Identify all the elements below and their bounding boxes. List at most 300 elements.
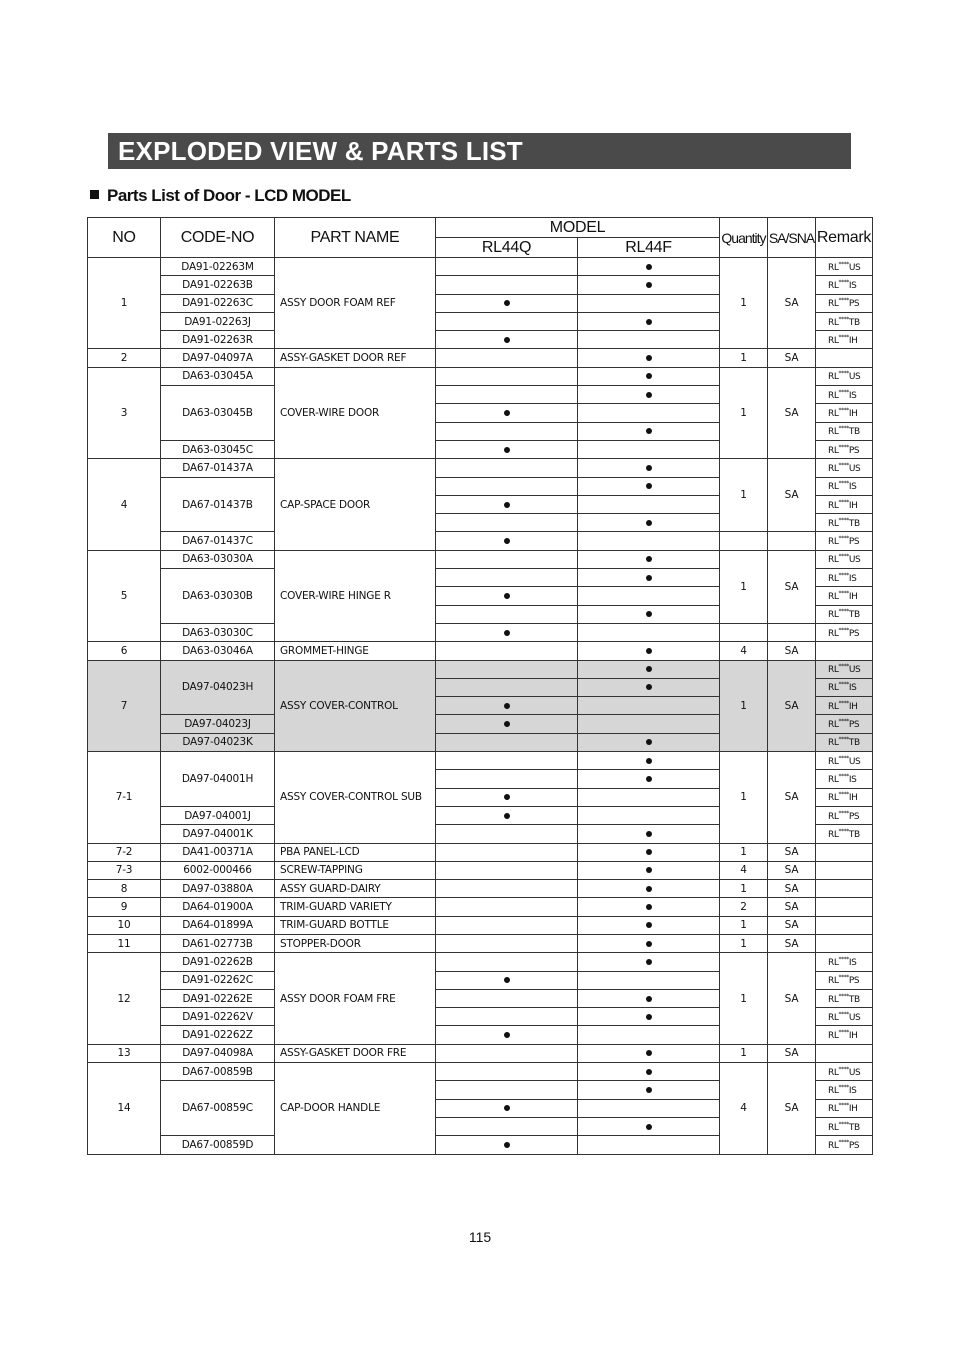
cell-no: 7 bbox=[88, 660, 161, 751]
cell-code: DA64-01900A bbox=[161, 898, 275, 916]
cell-rl44f bbox=[578, 294, 720, 312]
model-dot-icon bbox=[504, 593, 510, 599]
cell-rl44f bbox=[578, 733, 720, 751]
cell-rl44q bbox=[436, 1081, 578, 1099]
table-row bbox=[88, 258, 873, 276]
cell-remark: RL****IS bbox=[816, 770, 873, 788]
cell-part-name: TRIM-GUARD BOTTLE bbox=[275, 916, 436, 934]
table-row bbox=[88, 934, 873, 952]
cell-rl44q bbox=[436, 1008, 578, 1026]
model-dot-icon bbox=[646, 611, 652, 617]
cell-code: DA97-04001K bbox=[161, 825, 275, 843]
cell-sa-sna: SA bbox=[768, 258, 816, 349]
cell-code: DA91-02263M bbox=[161, 258, 275, 276]
cell-rl44q bbox=[436, 367, 578, 385]
subtitle-text: Parts List of Door - LCD MODEL bbox=[107, 186, 351, 205]
cell-rl44q bbox=[436, 825, 578, 843]
cell-code: DA63-03045A bbox=[161, 367, 275, 385]
table-row bbox=[88, 349, 873, 367]
cell-rl44q bbox=[436, 880, 578, 898]
cell-code: DA67-01437C bbox=[161, 532, 275, 550]
cell-rl44q bbox=[436, 843, 578, 861]
table-row bbox=[88, 861, 873, 879]
cell-quantity: 1 bbox=[720, 550, 768, 623]
cell-quantity bbox=[720, 532, 768, 550]
cell-rl44q bbox=[436, 550, 578, 568]
cell-quantity: 1 bbox=[720, 660, 768, 751]
table-row bbox=[88, 459, 873, 477]
cell-sa-sna: SA bbox=[768, 953, 816, 1044]
cell-part-name: GROMMET-HINGE bbox=[275, 642, 436, 660]
cell-rl44f bbox=[578, 1081, 720, 1099]
col-no: NO bbox=[88, 218, 161, 258]
cell-rl44q bbox=[436, 532, 578, 550]
cell-code: DA67-00859C bbox=[161, 1081, 275, 1136]
model-dot-icon bbox=[646, 483, 652, 489]
cell-no: 7-2 bbox=[88, 843, 161, 861]
cell-rl44f bbox=[578, 642, 720, 660]
model-dot-icon bbox=[504, 794, 510, 800]
cell-rl44f bbox=[578, 514, 720, 532]
cell-remark: RL****US bbox=[816, 1008, 873, 1026]
cell-rl44q bbox=[436, 386, 578, 404]
model-dot-icon bbox=[646, 867, 652, 873]
cell-remark: RL****IS bbox=[816, 477, 873, 495]
cell-rl44q bbox=[436, 953, 578, 971]
model-dot-icon bbox=[646, 1069, 652, 1075]
cell-remark: RL****IS bbox=[816, 953, 873, 971]
cell-rl44q bbox=[436, 587, 578, 605]
cell-quantity: 4 bbox=[720, 861, 768, 879]
cell-rl44q bbox=[436, 477, 578, 495]
table-row bbox=[88, 752, 873, 770]
cell-code: DA91-02262Z bbox=[161, 1026, 275, 1044]
cell-part-name: COVER-WIRE DOOR bbox=[275, 367, 436, 458]
cell-code: DA97-04097A bbox=[161, 349, 275, 367]
cell-rl44f bbox=[578, 258, 720, 276]
cell-remark: RL****PS bbox=[816, 294, 873, 312]
cell-remark: RL****US bbox=[816, 752, 873, 770]
cell-sa-sna: SA bbox=[768, 349, 816, 367]
cell-rl44f bbox=[578, 953, 720, 971]
cell-remark: RL****US bbox=[816, 1063, 873, 1081]
cell-sa-sna: SA bbox=[768, 934, 816, 952]
cell-remark: RL****PS bbox=[816, 623, 873, 641]
cell-rl44q bbox=[436, 715, 578, 733]
model-dot-icon bbox=[504, 1142, 510, 1148]
page-number: 115 bbox=[468, 1229, 492, 1245]
cell-sa-sna: SA bbox=[768, 843, 816, 861]
cell-code: DA63-03045B bbox=[161, 386, 275, 441]
col-model: MODEL bbox=[436, 218, 720, 238]
cell-rl44q bbox=[436, 459, 578, 477]
cell-remark: RL****US bbox=[816, 459, 873, 477]
cell-rl44f bbox=[578, 605, 720, 623]
cell-remark: RL****IH bbox=[816, 697, 873, 715]
square-bullet-icon bbox=[90, 190, 99, 199]
model-dot-icon bbox=[646, 520, 652, 526]
cell-sa-sna: SA bbox=[768, 752, 816, 843]
cell-code: DA67-00859D bbox=[161, 1136, 275, 1154]
cell-rl44f bbox=[578, 1099, 720, 1117]
model-dot-icon bbox=[646, 556, 652, 562]
col-remark: Remark bbox=[816, 218, 873, 258]
cell-rl44f bbox=[578, 477, 720, 495]
table-row bbox=[88, 532, 873, 550]
cell-code: DA91-02262C bbox=[161, 971, 275, 989]
model-dot-icon bbox=[504, 630, 510, 636]
cell-rl44f bbox=[578, 404, 720, 422]
model-dot-icon bbox=[646, 373, 652, 379]
table-row bbox=[88, 660, 873, 678]
cell-remark: RL****US bbox=[816, 367, 873, 385]
col-rl44f: RL44F bbox=[578, 238, 720, 258]
cell-no: 10 bbox=[88, 916, 161, 934]
cell-remark bbox=[816, 1044, 873, 1062]
cell-quantity: 1 bbox=[720, 880, 768, 898]
cell-code: DA63-03030C bbox=[161, 623, 275, 641]
cell-no: 1 bbox=[88, 258, 161, 349]
table-row bbox=[88, 550, 873, 568]
cell-rl44f bbox=[578, 715, 720, 733]
cell-rl44f bbox=[578, 495, 720, 513]
cell-remark: RL****IS bbox=[816, 276, 873, 294]
cell-rl44f bbox=[578, 880, 720, 898]
cell-rl44f bbox=[578, 1044, 720, 1062]
cell-quantity: 1 bbox=[720, 843, 768, 861]
cell-rl44q bbox=[436, 605, 578, 623]
model-dot-icon bbox=[646, 648, 652, 654]
cell-code: DA63-03030A bbox=[161, 550, 275, 568]
cell-quantity: 4 bbox=[720, 642, 768, 660]
model-dot-icon bbox=[646, 355, 652, 361]
cell-rl44q bbox=[436, 422, 578, 440]
cell-rl44f bbox=[578, 678, 720, 696]
cell-rl44f bbox=[578, 623, 720, 641]
cell-no: 5 bbox=[88, 550, 161, 641]
cell-rl44f bbox=[578, 367, 720, 385]
cell-rl44f bbox=[578, 331, 720, 349]
cell-rl44f bbox=[578, 916, 720, 934]
cell-rl44q bbox=[436, 861, 578, 879]
cell-quantity: 1 bbox=[720, 258, 768, 349]
cell-sa-sna: SA bbox=[768, 642, 816, 660]
model-dot-icon bbox=[646, 1050, 652, 1056]
model-dot-icon bbox=[646, 1014, 652, 1020]
cell-remark bbox=[816, 843, 873, 861]
model-dot-icon bbox=[646, 1124, 652, 1130]
cell-code: DA91-02262V bbox=[161, 1008, 275, 1026]
cell-rl44q bbox=[436, 514, 578, 532]
cell-remark: RL****PS bbox=[816, 971, 873, 989]
col-sa: SA/SNA bbox=[768, 218, 816, 258]
cell-rl44q bbox=[436, 752, 578, 770]
cell-part-name: ASSY-GASKET DOOR FRE bbox=[275, 1044, 436, 1062]
cell-no: 6 bbox=[88, 642, 161, 660]
cell-remark bbox=[816, 880, 873, 898]
cell-rl44q bbox=[436, 697, 578, 715]
cell-sa-sna: SA bbox=[768, 861, 816, 879]
table-row bbox=[88, 367, 873, 385]
cell-remark bbox=[816, 642, 873, 660]
table-row bbox=[88, 1044, 873, 1062]
cell-rl44q bbox=[436, 569, 578, 587]
cell-part-name: CAP-SPACE DOOR bbox=[275, 459, 436, 550]
cell-part-name: CAP-DOOR HANDLE bbox=[275, 1063, 436, 1154]
cell-quantity: 1 bbox=[720, 459, 768, 532]
model-dot-icon bbox=[504, 1032, 510, 1038]
cell-rl44q bbox=[436, 916, 578, 934]
model-dot-icon bbox=[646, 758, 652, 764]
model-dot-icon bbox=[646, 776, 652, 782]
cell-rl44q bbox=[436, 1026, 578, 1044]
model-dot-icon bbox=[646, 941, 652, 947]
cell-rl44q bbox=[436, 294, 578, 312]
cell-no: 11 bbox=[88, 934, 161, 952]
cell-remark: RL****PS bbox=[816, 532, 873, 550]
cell-rl44q bbox=[436, 495, 578, 513]
cell-rl44f bbox=[578, 898, 720, 916]
cell-code: DA97-04023J bbox=[161, 715, 275, 733]
cell-rl44f bbox=[578, 386, 720, 404]
cell-remark: RL****TB bbox=[816, 825, 873, 843]
cell-rl44f bbox=[578, 825, 720, 843]
cell-no: 14 bbox=[88, 1063, 161, 1154]
cell-rl44q bbox=[436, 349, 578, 367]
cell-rl44f bbox=[578, 843, 720, 861]
cell-rl44f bbox=[578, 770, 720, 788]
cell-code: DA97-04001H bbox=[161, 752, 275, 807]
cell-rl44q bbox=[436, 934, 578, 952]
cell-rl44q bbox=[436, 806, 578, 824]
cell-remark: RL****IH bbox=[816, 587, 873, 605]
cell-sa-sna bbox=[768, 623, 816, 641]
cell-part-name: TRIM-GUARD VARIETY bbox=[275, 898, 436, 916]
table-row bbox=[88, 916, 873, 934]
cell-quantity: 1 bbox=[720, 1044, 768, 1062]
cell-part-name: STOPPER-DOOR bbox=[275, 934, 436, 952]
cell-remark: RL****US bbox=[816, 550, 873, 568]
cell-rl44f bbox=[578, 312, 720, 330]
cell-remark: RL****TB bbox=[816, 605, 873, 623]
cell-quantity: 1 bbox=[720, 934, 768, 952]
cell-code: DA67-00859B bbox=[161, 1063, 275, 1081]
cell-remark: RL****TB bbox=[816, 733, 873, 751]
model-dot-icon bbox=[504, 703, 510, 709]
cell-rl44f bbox=[578, 660, 720, 678]
cell-sa-sna: SA bbox=[768, 916, 816, 934]
cell-no: 3 bbox=[88, 367, 161, 458]
cell-remark bbox=[816, 934, 873, 952]
model-dot-icon bbox=[646, 1087, 652, 1093]
cell-no: 9 bbox=[88, 898, 161, 916]
cell-rl44q bbox=[436, 770, 578, 788]
cell-part-name: PBA PANEL-LCD bbox=[275, 843, 436, 861]
model-dot-icon bbox=[646, 959, 652, 965]
cell-remark: RL****PS bbox=[816, 806, 873, 824]
cell-code: DA63-03046A bbox=[161, 642, 275, 660]
cell-rl44q bbox=[436, 989, 578, 1007]
cell-remark: RL****IH bbox=[816, 331, 873, 349]
model-dot-icon bbox=[504, 538, 510, 544]
cell-sa-sna: SA bbox=[768, 660, 816, 751]
cell-code: DA91-02263J bbox=[161, 312, 275, 330]
table-row bbox=[88, 880, 873, 898]
cell-remark: RL****IS bbox=[816, 678, 873, 696]
cell-code: DA97-03880A bbox=[161, 880, 275, 898]
cell-no: 13 bbox=[88, 1044, 161, 1062]
model-dot-icon bbox=[646, 282, 652, 288]
cell-code: DA97-04001J bbox=[161, 806, 275, 824]
cell-rl44f bbox=[578, 752, 720, 770]
cell-code: DA63-03045C bbox=[161, 440, 275, 458]
cell-no: 7-3 bbox=[88, 861, 161, 879]
model-dot-icon bbox=[504, 813, 510, 819]
model-dot-icon bbox=[646, 465, 652, 471]
cell-remark bbox=[816, 861, 873, 879]
cell-sa-sna: SA bbox=[768, 1063, 816, 1154]
model-dot-icon bbox=[646, 319, 652, 325]
model-dot-icon bbox=[646, 886, 652, 892]
cell-rl44f bbox=[578, 1136, 720, 1154]
cell-rl44f bbox=[578, 788, 720, 806]
cell-part-name: ASSY DOOR FOAM REF bbox=[275, 258, 436, 349]
cell-rl44f bbox=[578, 971, 720, 989]
cell-quantity: 1 bbox=[720, 349, 768, 367]
cell-code: DA91-02263R bbox=[161, 331, 275, 349]
col-qty: Quantity bbox=[720, 218, 768, 258]
cell-sa-sna: SA bbox=[768, 880, 816, 898]
cell-quantity: 1 bbox=[720, 953, 768, 1044]
cell-remark bbox=[816, 916, 873, 934]
cell-rl44q bbox=[436, 642, 578, 660]
cell-remark: RL****TB bbox=[816, 989, 873, 1007]
cell-no: 4 bbox=[88, 459, 161, 550]
model-dot-icon bbox=[504, 977, 510, 983]
parts-table bbox=[87, 217, 873, 1155]
cell-rl44q bbox=[436, 440, 578, 458]
cell-part-name: COVER-WIRE HINGE R bbox=[275, 550, 436, 641]
cell-remark: RL****IS bbox=[816, 1081, 873, 1099]
cell-remark: RL****TB bbox=[816, 312, 873, 330]
cell-code: DA63-03030B bbox=[161, 569, 275, 624]
cell-sa-sna: SA bbox=[768, 459, 816, 532]
cell-rl44q bbox=[436, 312, 578, 330]
model-dot-icon bbox=[504, 447, 510, 453]
cell-rl44q bbox=[436, 788, 578, 806]
cell-remark: RL****US bbox=[816, 258, 873, 276]
cell-quantity: 4 bbox=[720, 1063, 768, 1154]
cell-sa-sna: SA bbox=[768, 1044, 816, 1062]
cell-code: DA61-02773B bbox=[161, 934, 275, 952]
table-row bbox=[88, 623, 873, 641]
cell-sa-sna: SA bbox=[768, 550, 816, 623]
cell-part-name: SCREW-TAPPING bbox=[275, 861, 436, 879]
cell-part-name: ASSY COVER-CONTROL bbox=[275, 660, 436, 751]
model-dot-icon bbox=[646, 684, 652, 690]
model-dot-icon bbox=[646, 392, 652, 398]
cell-quantity bbox=[720, 623, 768, 641]
col-code: CODE-NO bbox=[161, 218, 275, 258]
subtitle bbox=[90, 186, 351, 206]
cell-remark: RL****IS bbox=[816, 569, 873, 587]
cell-rl44q bbox=[436, 1063, 578, 1081]
cell-rl44q bbox=[436, 1117, 578, 1135]
cell-rl44f bbox=[578, 459, 720, 477]
cell-rl44f bbox=[578, 806, 720, 824]
cell-code: DA91-02263B bbox=[161, 276, 275, 294]
cell-code: DA97-04023H bbox=[161, 660, 275, 715]
parts-table-body bbox=[88, 258, 873, 1155]
table-row bbox=[88, 843, 873, 861]
cell-rl44q bbox=[436, 404, 578, 422]
cell-rl44f bbox=[578, 861, 720, 879]
cell-code: DA91-02262E bbox=[161, 989, 275, 1007]
table-row bbox=[88, 898, 873, 916]
cell-remark: RL****TB bbox=[816, 422, 873, 440]
cell-remark: RL****IS bbox=[816, 386, 873, 404]
cell-remark bbox=[816, 898, 873, 916]
section-banner: EXPLODED VIEW & PARTS LIST bbox=[108, 133, 851, 169]
table-row bbox=[88, 1063, 873, 1081]
model-dot-icon bbox=[646, 666, 652, 672]
model-dot-icon bbox=[646, 904, 652, 910]
cell-rl44q bbox=[436, 1136, 578, 1154]
cell-part-name: ASSY GUARD-DAIRY bbox=[275, 880, 436, 898]
cell-remark: RL****IH bbox=[816, 788, 873, 806]
cell-rl44f bbox=[578, 276, 720, 294]
cell-rl44q bbox=[436, 623, 578, 641]
cell-rl44q bbox=[436, 898, 578, 916]
cell-rl44f bbox=[578, 349, 720, 367]
cell-remark: RL****TB bbox=[816, 1117, 873, 1135]
cell-rl44f bbox=[578, 550, 720, 568]
cell-rl44q bbox=[436, 276, 578, 294]
cell-remark: RL****IH bbox=[816, 1099, 873, 1117]
model-dot-icon bbox=[504, 337, 510, 343]
model-dot-icon bbox=[646, 575, 652, 581]
model-dot-icon bbox=[646, 428, 652, 434]
cell-quantity: 2 bbox=[720, 898, 768, 916]
model-dot-icon bbox=[504, 721, 510, 727]
model-dot-icon bbox=[646, 922, 652, 928]
cell-rl44q bbox=[436, 1044, 578, 1062]
cell-rl44f bbox=[578, 587, 720, 605]
model-dot-icon bbox=[504, 410, 510, 416]
cell-remark: RL****IH bbox=[816, 1026, 873, 1044]
model-dot-icon bbox=[646, 264, 652, 270]
model-dot-icon bbox=[504, 1105, 510, 1111]
cell-rl44q bbox=[436, 258, 578, 276]
col-part: PART NAME bbox=[275, 218, 436, 258]
cell-quantity: 1 bbox=[720, 916, 768, 934]
cell-no: 7-1 bbox=[88, 752, 161, 843]
cell-rl44q bbox=[436, 971, 578, 989]
cell-rl44f bbox=[578, 440, 720, 458]
cell-rl44q bbox=[436, 733, 578, 751]
cell-rl44q bbox=[436, 331, 578, 349]
model-dot-icon bbox=[646, 739, 652, 745]
cell-code: 6002-000466 bbox=[161, 861, 275, 879]
model-dot-icon bbox=[504, 300, 510, 306]
cell-remark: RL****IH bbox=[816, 404, 873, 422]
cell-rl44q bbox=[436, 678, 578, 696]
cell-remark: RL****IH bbox=[816, 495, 873, 513]
cell-remark bbox=[816, 349, 873, 367]
cell-part-name: ASSY DOOR FOAM FRE bbox=[275, 953, 436, 1044]
cell-quantity: 1 bbox=[720, 752, 768, 843]
cell-rl44f bbox=[578, 1026, 720, 1044]
